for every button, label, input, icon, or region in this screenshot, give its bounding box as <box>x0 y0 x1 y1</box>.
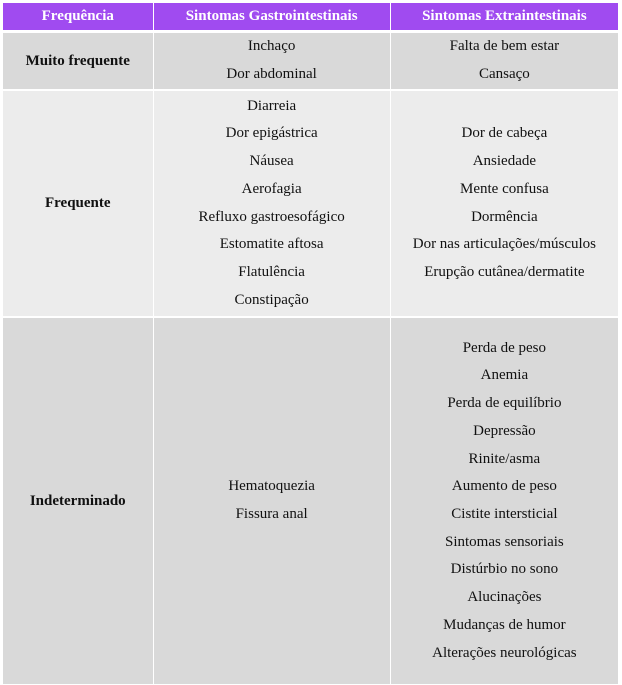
symptom-item: Ansiedade <box>472 153 537 170</box>
symptom-item: Cistite intersticial <box>451 506 558 522</box>
header-extra: Sintomas Extraintestinais <box>422 8 587 24</box>
symptom-item: Falta de bem estar <box>449 38 560 55</box>
symptom-item: Mudanças de humor <box>443 616 566 633</box>
frequency-cell: Indeterminado <box>3 318 154 684</box>
extra-cell <box>391 33 618 89</box>
gastro-cell <box>154 91 391 316</box>
symptom-item: Perda de peso <box>462 339 547 356</box>
symptom-item: Dor epigástrica <box>225 125 318 142</box>
table-row <box>3 318 618 684</box>
symptom-item: Diarreia <box>247 97 297 114</box>
symptom-item: Alterações neurológicas <box>432 644 577 661</box>
table-row <box>3 33 618 91</box>
symptom-item: Fissura anal <box>235 506 308 522</box>
symptom-item: Aerofagia <box>241 180 302 197</box>
symptom-item: Estomatite aftosa <box>219 236 324 253</box>
symptom-item: Dor abdominal <box>226 66 317 82</box>
symptom-item: Aumento de peso <box>451 478 557 495</box>
gastro-cell <box>154 318 391 684</box>
symptom-item: Sintomas sensoriais <box>445 533 564 550</box>
frequency-cell: Muito frequente <box>3 33 154 89</box>
symptom-item: Dor de cabeça <box>461 125 548 142</box>
symptom-item: Distúrbio no sono <box>450 561 559 578</box>
symptom-item: Náusea <box>249 153 294 170</box>
header-gastro: Sintomas Gastrointestinais <box>154 3 391 30</box>
symptom-item: Anemia <box>480 367 529 384</box>
extra-cell <box>391 318 618 684</box>
frequency-cell: Frequente <box>3 91 154 316</box>
symptom-item: Depressão <box>473 422 536 439</box>
symptom-item: Hematoquezia <box>228 478 315 495</box>
symptom-item: Flatulência <box>238 263 305 280</box>
symptom-item: Constipação <box>234 291 309 308</box>
symptom-item: Alucinações <box>467 589 542 606</box>
symptom-item: Erupção cutânea/dermatite <box>424 263 585 280</box>
extra-cell <box>391 91 618 316</box>
symptom-item: Inchaço <box>247 38 296 55</box>
symptom-item: Cansaço <box>478 66 530 82</box>
symptom-item: Dormência <box>471 208 538 225</box>
symptom-item: Refluxo gastroesofágico <box>198 208 345 225</box>
header-frequency: Frequência <box>3 3 154 30</box>
symptoms-table <box>3 3 618 684</box>
table-row <box>3 91 618 318</box>
table-header <box>3 3 618 33</box>
symptom-item: Mente confusa <box>460 180 549 197</box>
symptom-item: Rinite/asma <box>468 450 541 467</box>
symptom-item: Dor nas articulações/músculos <box>412 236 597 253</box>
symptom-item: Perda de equilíbrio <box>447 395 562 412</box>
gastro-cell <box>154 33 391 89</box>
